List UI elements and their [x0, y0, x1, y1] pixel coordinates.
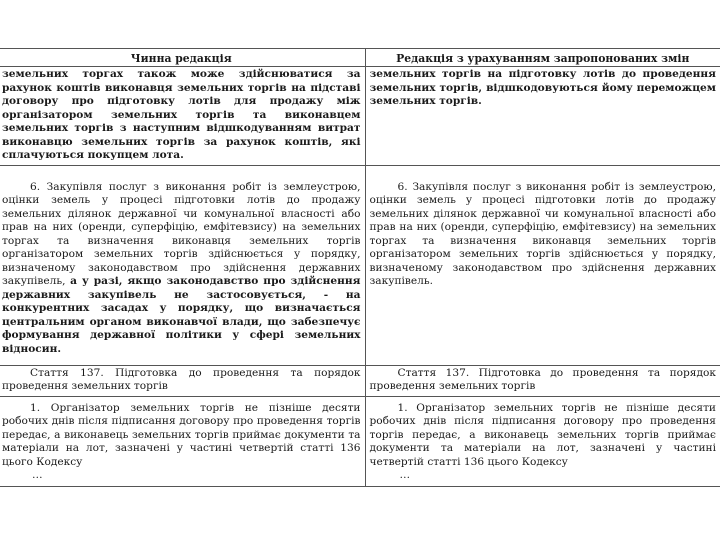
table-cell-proposed [365, 67, 720, 166]
cell-text: 6. Закупівля послуг з виконання робіт із землеустрою, оцінки земель у процесі підготовки лотів до продажу земельних ділянок державної чи комунальної власності або прав на них (оренди, суперфіцію, емфітевзису) на земельних торгах та визначення виконавця земельних торгів організатором земельних торгів здійснюється у порядку, визначеному законодавством про здійснення державних закупівель. [369, 180, 716, 287]
table-cell-current [0, 67, 365, 166]
ellipsis: … [399, 469, 411, 481]
header-row [0, 49, 720, 67]
cell-text: земельних торгів на підготовку лотів до проведення земельних торгів, відшкодовуються йому переможцем земельних торгів. [369, 68, 716, 107]
comparison-table-page [0, 48, 720, 496]
article-heading: Стаття 137. Підготовка до проведення та порядок проведення земельних торгів [369, 366, 716, 392]
table-cell-current [0, 396, 365, 486]
cell-text-amendment: а у разі, якщо законодавство про здійснення державних закупівель не застосовується, - на конкурентних засадах у порядку, що визначається центральним органом виконавчої влади, що забезпечує формування державної політики у сфері земельних відносин. [2, 275, 361, 355]
cell-text: земельних торгах також може здійснюватися за рахунок коштів виконавця земельних торгів на підставі договору про підготовку лотів для продажу між організатором земельних торгів та виконавцем земельних торгів з наступним відшкодуванням витрат виконавцю земельних торгів за рахунок коштів, які сплачуються покупцем лота. [2, 68, 361, 161]
table-cell-current [0, 365, 365, 396]
header-proposed-edition: Редакція з урахуванням запропонованих змін [365, 49, 720, 67]
table-row [0, 365, 720, 396]
table-row [0, 67, 720, 166]
table-cell-proposed [365, 365, 720, 396]
table-row [0, 396, 720, 486]
cell-text: 1. Організатор земельних торгів не пізніше десяти робочих днів після підписання договору про проведення торгів передає, а виконавець земельних торгів приймає документи та матеріали на лот, зазначені у частині четвертій статті 136 цього Кодексу [369, 401, 716, 468]
table-row [0, 165, 720, 365]
cell-paragraph [2, 181, 361, 357]
table-cell-proposed [365, 396, 720, 486]
table-cell-current [0, 165, 365, 365]
table-cell-proposed [365, 165, 720, 365]
header-current-edition: Чинна редакція [0, 49, 365, 67]
cell-text: 1. Організатор земельних торгів не пізніше десяти робочих днів після підписання договору про проведення торгів передає, а виконавець земельних торгів приймає документи та матеріали на лот, зазначені у частині четвертій статті 136 цього Кодексу [2, 401, 361, 468]
article-heading: Стаття 137. Підготовка до проведення та порядок проведення земельних торгів [2, 366, 361, 392]
cell-text: 6. Закупівля послуг з виконання робіт із землеустрою, оцінки земель у процесі підготовки лотів до продажу земельних ділянок державної чи комунальної власності або прав на них (оренди, суперфіцію, емфітевзису) на земельних торгах та визначення виконавця земельних торгів організатором земельних торгів здійснюється у порядку, визначеному законодавством про здійснення державних закупівель, [2, 180, 361, 287]
ellipsis: … [32, 469, 43, 481]
comparison-table [0, 48, 720, 487]
